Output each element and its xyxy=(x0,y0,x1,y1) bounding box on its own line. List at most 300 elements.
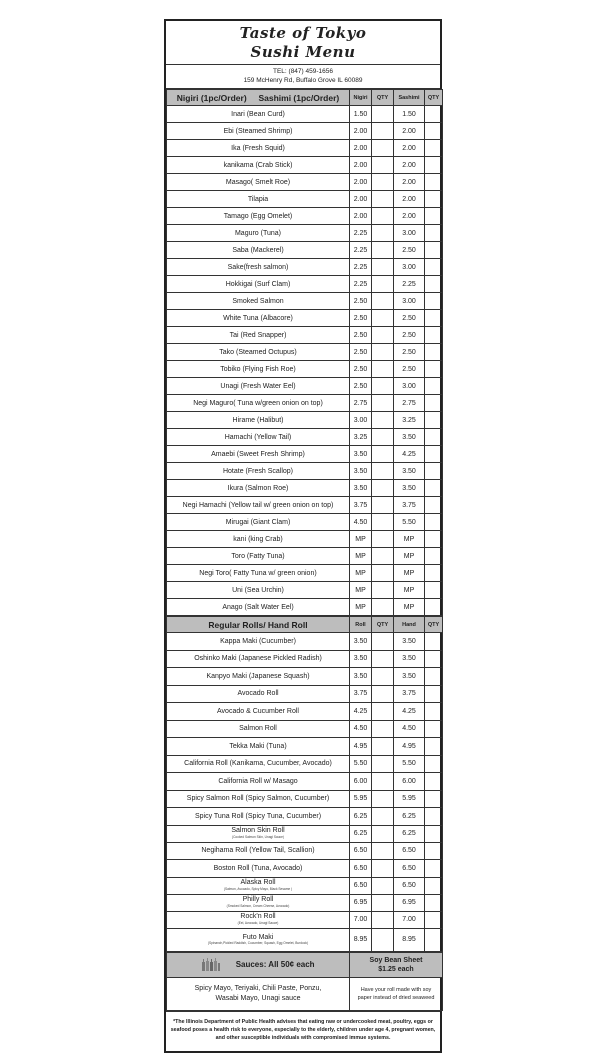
item-name: Saba (Mackerel) xyxy=(167,242,350,259)
hand-qty-cell[interactable] xyxy=(425,860,443,878)
roll-price: 6.50 xyxy=(350,877,372,894)
nigiri-body xyxy=(167,106,443,616)
sashimi-qty-cell[interactable] xyxy=(425,191,443,208)
hand-qty-cell[interactable] xyxy=(425,842,443,860)
col-header-qty: QTY xyxy=(425,617,443,633)
nigiri-qty-cell[interactable] xyxy=(372,531,394,548)
nigiri-price: 3.50 xyxy=(350,463,372,480)
item-name-cell xyxy=(167,808,350,826)
nigiri-qty-cell[interactable] xyxy=(372,446,394,463)
menu-title-block xyxy=(166,21,440,65)
item-name: Amaebi (Sweet Fresh Shrimp) xyxy=(167,446,350,463)
roll-qty-cell[interactable] xyxy=(372,894,394,911)
nigiri-row xyxy=(167,276,443,293)
hand-qty-cell[interactable] xyxy=(425,650,443,668)
roll-row xyxy=(167,633,443,651)
hand-qty-cell[interactable] xyxy=(425,668,443,686)
hand-price: 6.50 xyxy=(394,877,425,894)
nigiri-row xyxy=(167,293,443,310)
roll-row xyxy=(167,860,443,878)
nigiri-row xyxy=(167,208,443,225)
sashimi-qty-cell[interactable] xyxy=(425,276,443,293)
item-name: Tamago (Egg Omelet) xyxy=(167,208,350,225)
nigiri-price: 2.00 xyxy=(350,157,372,174)
nigiri-qty-cell[interactable] xyxy=(372,599,394,616)
roll-qty-cell[interactable] xyxy=(372,911,394,928)
roll-price: 5.95 xyxy=(350,790,372,808)
sashimi-qty-cell[interactable] xyxy=(425,446,443,463)
item-name-cell xyxy=(167,650,350,668)
item-name: Inari (Bean Curd) xyxy=(167,106,350,123)
extras-header-row xyxy=(167,952,443,977)
nigiri-qty-cell[interactable] xyxy=(372,208,394,225)
sashimi-price: 2.50 xyxy=(394,361,425,378)
nigiri-price: 2.50 xyxy=(350,293,372,310)
sashimi-price: 3.00 xyxy=(394,378,425,395)
roll-price: 6.50 xyxy=(350,842,372,860)
roll-price: 7.00 xyxy=(350,911,372,928)
nigiri-row xyxy=(167,531,443,548)
nigiri-qty-cell[interactable] xyxy=(372,293,394,310)
nigiri-title: Nigiri (1pc/Order) xyxy=(176,92,247,103)
roll-row xyxy=(167,808,443,826)
item-name: Negihama Roll (Yellow Tail, Scallion) xyxy=(201,847,315,855)
item-name-cell xyxy=(167,877,350,894)
roll-qty-cell[interactable] xyxy=(372,720,394,738)
nigiri-row xyxy=(167,327,443,344)
item-name: Tako (Steamed Octupus) xyxy=(167,344,350,361)
item-name: Ebi (Steamed Shrimp) xyxy=(167,123,350,140)
nigiri-row xyxy=(167,548,443,565)
hand-price: 6.50 xyxy=(394,860,425,878)
item-name: Hirame (Halibut) xyxy=(167,412,350,429)
nigiri-qty-cell[interactable] xyxy=(372,344,394,361)
col-header-roll: Roll xyxy=(350,617,372,633)
nigiri-price: 3.50 xyxy=(350,480,372,497)
nigiri-qty-cell[interactable] xyxy=(372,191,394,208)
hand-price: 6.50 xyxy=(394,842,425,860)
nigiri-price: 2.25 xyxy=(350,242,372,259)
sashimi-qty-cell[interactable] xyxy=(425,378,443,395)
roll-qty-cell[interactable] xyxy=(372,685,394,703)
sashimi-qty-cell[interactable] xyxy=(425,327,443,344)
sashimi-price: 2.50 xyxy=(394,327,425,344)
nigiri-qty-cell[interactable] xyxy=(372,514,394,531)
sauce-bottles-icon xyxy=(201,957,221,973)
hand-price: 3.75 xyxy=(394,685,425,703)
nigiri-row xyxy=(167,480,443,497)
sauces-list: Spicy Mayo, Teriyaki, Chili Paste, Ponzu, Wasabi Mayo, Unagi sauce xyxy=(167,977,350,1010)
hand-qty-cell[interactable] xyxy=(425,703,443,721)
roll-qty-cell[interactable] xyxy=(372,668,394,686)
nigiri-price: 2.00 xyxy=(350,191,372,208)
item-name: Alaska Roll xyxy=(240,879,276,886)
item-name: Avocado & Cucumber Roll xyxy=(217,707,299,715)
roll-row xyxy=(167,685,443,703)
nigiri-qty-cell[interactable] xyxy=(372,140,394,157)
nigiri-row xyxy=(167,582,443,599)
nigiri-price: 3.50 xyxy=(350,446,372,463)
nigiri-row xyxy=(167,123,443,140)
sashimi-price: 3.50 xyxy=(394,480,425,497)
sashimi-price: 3.00 xyxy=(394,293,425,310)
soy-sheet-title: Soy Bean Sheet xyxy=(369,956,423,964)
hand-qty-cell[interactable] xyxy=(425,928,443,951)
sashimi-price: 2.50 xyxy=(394,242,425,259)
nigiri-qty-cell[interactable] xyxy=(372,310,394,327)
item-name-cell xyxy=(167,790,350,808)
nigiri-price: 2.25 xyxy=(350,259,372,276)
sashimi-price: 5.50 xyxy=(394,514,425,531)
nigiri-price: 2.50 xyxy=(350,378,372,395)
item-name-cell xyxy=(167,860,350,878)
nigiri-price: 3.75 xyxy=(350,497,372,514)
sashimi-qty-cell[interactable] xyxy=(425,123,443,140)
col-header-sashimi: Sashimi xyxy=(394,90,425,106)
hand-price: 5.50 xyxy=(394,755,425,773)
roll-price: 6.00 xyxy=(350,773,372,791)
roll-qty-cell[interactable] xyxy=(372,860,394,878)
sashimi-qty-cell[interactable] xyxy=(425,225,443,242)
nigiri-qty-cell[interactable] xyxy=(372,259,394,276)
nigiri-qty-cell[interactable] xyxy=(372,548,394,565)
sauces-title: Sauces: All 50¢ each xyxy=(235,959,315,969)
sashimi-qty-cell[interactable] xyxy=(425,599,443,616)
nigiri-price: 2.00 xyxy=(350,123,372,140)
nigiri-qty-cell[interactable] xyxy=(372,276,394,293)
nigiri-row xyxy=(167,361,443,378)
sushi-menu-sheet xyxy=(164,19,442,1053)
sashimi-qty-cell[interactable] xyxy=(425,497,443,514)
item-name: Philly Roll xyxy=(242,896,274,903)
item-name-cell xyxy=(167,928,350,951)
nigiri-qty-cell[interactable] xyxy=(372,378,394,395)
roll-row xyxy=(167,894,443,911)
item-name: Mirugai (Giant Clam) xyxy=(167,514,350,531)
rolls-body xyxy=(167,633,443,952)
sashimi-title: Sashimi (1pc/Order) xyxy=(258,92,340,103)
nigiri-qty-cell[interactable] xyxy=(372,106,394,123)
health-disclaimer: *The Illinois Department of Public Health advises that eating raw or undercooked meat, poultry, eggs or seafood poses a health risk to everyone, especially to the elderly, children under age 4, pregnant women, and other susceptible individuals with compromised immue systems. xyxy=(166,1011,440,1051)
nigiri-row xyxy=(167,191,443,208)
item-name-cell xyxy=(167,720,350,738)
hand-qty-cell[interactable] xyxy=(425,877,443,894)
nigiri-qty-cell[interactable] xyxy=(372,497,394,514)
nigiri-qty-cell[interactable] xyxy=(372,225,394,242)
sashimi-price: 2.00 xyxy=(394,208,425,225)
nigiri-price: 2.50 xyxy=(350,310,372,327)
nigiri-qty-cell[interactable] xyxy=(372,582,394,599)
rolls-header-row xyxy=(167,617,443,633)
nigiri-qty-cell[interactable] xyxy=(372,395,394,412)
hand-qty-cell[interactable] xyxy=(425,808,443,826)
nigiri-row xyxy=(167,174,443,191)
roll-qty-cell[interactable] xyxy=(372,790,394,808)
hand-price: 3.50 xyxy=(394,633,425,651)
item-name: Tekka Maki (Tuna) xyxy=(229,742,287,750)
item-name: Oshinko Maki (Japanese Pickled Radish) xyxy=(194,655,322,663)
nigiri-header-row xyxy=(167,90,443,106)
item-name-cell xyxy=(167,633,350,651)
item-name: kani (king Crab) xyxy=(167,531,350,548)
nigiri-price: 2.00 xyxy=(350,208,372,225)
hand-qty-cell[interactable] xyxy=(425,720,443,738)
hand-qty-cell[interactable] xyxy=(425,894,443,911)
nigiri-row xyxy=(167,242,443,259)
menu-title: Sushi Menu xyxy=(250,43,356,61)
roll-row xyxy=(167,703,443,721)
sashimi-qty-cell[interactable] xyxy=(425,548,443,565)
sashimi-qty-cell[interactable] xyxy=(425,565,443,582)
nigiri-qty-cell[interactable] xyxy=(372,480,394,497)
roll-row xyxy=(167,911,443,928)
hand-qty-cell[interactable] xyxy=(425,738,443,756)
sashimi-qty-cell[interactable] xyxy=(425,293,443,310)
hand-qty-cell[interactable] xyxy=(425,773,443,791)
sashimi-price: 2.00 xyxy=(394,123,425,140)
sashimi-price: 2.00 xyxy=(394,191,425,208)
sashimi-price: 2.75 xyxy=(394,395,425,412)
item-name: Spicy Salmon Roll (Spicy Salmon, Cucumber) xyxy=(186,795,330,803)
sashimi-price: 3.75 xyxy=(394,497,425,514)
nigiri-qty-cell[interactable] xyxy=(372,429,394,446)
sashimi-price: 2.00 xyxy=(394,140,425,157)
sashimi-price: 3.00 xyxy=(394,225,425,242)
item-name-cell xyxy=(167,685,350,703)
phone-number: TEL: (847) 459-1656 xyxy=(273,68,333,75)
item-name-cell xyxy=(167,668,350,686)
nigiri-row xyxy=(167,514,443,531)
nigiri-qty-cell[interactable] xyxy=(372,242,394,259)
nigiri-row xyxy=(167,599,443,616)
item-name: Negi Hamachi (Yellow tail w/ green onion on top) xyxy=(167,497,350,514)
col-header-qty: QTY xyxy=(372,617,394,633)
nigiri-row xyxy=(167,378,443,395)
sashimi-qty-cell[interactable] xyxy=(425,531,443,548)
sashimi-qty-cell[interactable] xyxy=(425,174,443,191)
nigiri-row xyxy=(167,446,443,463)
rolls-section-title: Regular Rolls/ Hand Roll xyxy=(167,617,350,633)
item-name: Tobiko (Flying Fish Roe) xyxy=(167,361,350,378)
nigiri-row xyxy=(167,157,443,174)
nigiri-section-title xyxy=(167,90,350,106)
nigiri-qty-cell[interactable] xyxy=(372,463,394,480)
address: 159 McHenry Rd, Buffalo Grove IL 60089 xyxy=(243,77,363,84)
sashimi-price: 2.00 xyxy=(394,157,425,174)
roll-qty-cell[interactable] xyxy=(372,842,394,860)
nigiri-qty-cell[interactable] xyxy=(372,123,394,140)
nigiri-qty-cell[interactable] xyxy=(372,412,394,429)
sashimi-qty-cell[interactable] xyxy=(425,242,443,259)
hand-qty-cell[interactable] xyxy=(425,825,443,842)
sashimi-price: MP xyxy=(394,565,425,582)
roll-price: 6.25 xyxy=(350,825,372,842)
sashimi-price: MP xyxy=(394,531,425,548)
item-ingredients: (Salmon, Avocado, Spicy Mayo, Black Sesame ) xyxy=(223,887,293,891)
hand-qty-cell[interactable] xyxy=(425,633,443,651)
item-name: California Roll (Kanikama, Cucumber, Avocado) xyxy=(184,760,332,768)
sashimi-price: 2.25 xyxy=(394,276,425,293)
roll-price: 3.50 xyxy=(350,633,372,651)
hand-price: 3.50 xyxy=(394,668,425,686)
item-ingredients: (Smoked Salmon, Cream Cheese, Avocado) xyxy=(226,904,290,908)
item-name-cell xyxy=(167,755,350,773)
item-name: Maguro (Tuna) xyxy=(167,225,350,242)
sashimi-qty-cell[interactable] xyxy=(425,480,443,497)
col-header-qty: QTY xyxy=(372,90,394,106)
sashimi-price: 3.00 xyxy=(394,259,425,276)
item-name: California Roll w/ Masago xyxy=(218,777,298,785)
item-name: Avocado Roll xyxy=(237,690,279,698)
item-ingredients: (Cooked Salmon Skin, Unagi Sauce) xyxy=(232,835,284,839)
item-name: Rock'n Roll xyxy=(240,913,276,920)
nigiri-qty-cell[interactable] xyxy=(372,157,394,174)
nigiri-price: 2.00 xyxy=(350,140,372,157)
sashimi-price: MP xyxy=(394,548,425,565)
nigiri-row xyxy=(167,310,443,327)
roll-qty-cell[interactable] xyxy=(372,738,394,756)
roll-price: 3.75 xyxy=(350,685,372,703)
item-name: Salmon Skin Roll xyxy=(231,827,285,834)
sashimi-price: 4.25 xyxy=(394,446,425,463)
roll-price: 3.50 xyxy=(350,668,372,686)
item-name-cell xyxy=(167,738,350,756)
sashimi-price: 1.50 xyxy=(394,106,425,123)
item-name-cell xyxy=(167,894,350,911)
sashimi-qty-cell[interactable] xyxy=(425,514,443,531)
nigiri-price: 3.25 xyxy=(350,429,372,446)
item-name-cell xyxy=(167,773,350,791)
item-name-cell xyxy=(167,911,350,928)
item-name: Negi Toro( Fatty Tuna w/ green onion) xyxy=(167,565,350,582)
nigiri-qty-cell[interactable] xyxy=(372,361,394,378)
roll-qty-cell[interactable] xyxy=(372,773,394,791)
nigiri-qty-cell[interactable] xyxy=(372,327,394,344)
nigiri-price: 1.50 xyxy=(350,106,372,123)
hand-price: 6.25 xyxy=(394,825,425,842)
nigiri-price: 2.25 xyxy=(350,276,372,293)
nigiri-row xyxy=(167,412,443,429)
roll-qty-cell[interactable] xyxy=(372,825,394,842)
hand-price: 6.25 xyxy=(394,808,425,826)
hand-qty-cell[interactable] xyxy=(425,755,443,773)
item-name: Ikura (Salmon Roe) xyxy=(167,480,350,497)
item-name: Boston Roll (Tuna, Avocado) xyxy=(213,864,303,872)
nigiri-price: 3.00 xyxy=(350,412,372,429)
item-name: Ika (Fresh Squid) xyxy=(167,140,350,157)
nigiri-price: 2.50 xyxy=(350,344,372,361)
nigiri-row xyxy=(167,344,443,361)
nigiri-qty-cell[interactable] xyxy=(372,565,394,582)
item-name: Uni (Sea Urchin) xyxy=(167,582,350,599)
nigiri-price: MP xyxy=(350,582,372,599)
roll-price: 5.50 xyxy=(350,755,372,773)
col-header-nigiri: Nigiri xyxy=(350,90,372,106)
nigiri-price: 4.50 xyxy=(350,514,372,531)
roll-row xyxy=(167,773,443,791)
rolls-table xyxy=(166,616,443,952)
roll-price: 3.50 xyxy=(350,650,372,668)
roll-qty-cell[interactable] xyxy=(372,650,394,668)
nigiri-row xyxy=(167,429,443,446)
nigiri-row xyxy=(167,395,443,412)
item-ingredients: (Spinanch,Pickled Raddish, Cucumber, Squash, Egg Omelet, Burdock) xyxy=(207,940,309,945)
nigiri-price: MP xyxy=(350,565,372,582)
col-header-hand: Hand xyxy=(394,617,425,633)
sashimi-price: 2.50 xyxy=(394,344,425,361)
sashimi-qty-cell[interactable] xyxy=(425,106,443,123)
item-name: Smoked Salmon xyxy=(167,293,350,310)
roll-qty-cell[interactable] xyxy=(372,877,394,894)
nigiri-row xyxy=(167,106,443,123)
roll-qty-cell[interactable] xyxy=(372,808,394,826)
item-name: Unagi (Fresh Water Eel) xyxy=(167,378,350,395)
sashimi-price: MP xyxy=(394,582,425,599)
nigiri-row xyxy=(167,565,443,582)
roll-row xyxy=(167,928,443,951)
roll-row xyxy=(167,755,443,773)
contact-info xyxy=(166,65,440,89)
nigiri-price: 2.50 xyxy=(350,361,372,378)
hand-price: 7.00 xyxy=(394,911,425,928)
nigiri-row xyxy=(167,259,443,276)
hand-price: 4.95 xyxy=(394,738,425,756)
sashimi-qty-cell[interactable] xyxy=(425,429,443,446)
item-name: Toro (Fatty Tuna) xyxy=(167,548,350,565)
sashimi-qty-cell[interactable] xyxy=(425,582,443,599)
hand-qty-cell[interactable] xyxy=(425,790,443,808)
sashimi-qty-cell[interactable] xyxy=(425,395,443,412)
roll-qty-cell[interactable] xyxy=(372,928,394,951)
sashimi-price: 3.50 xyxy=(394,463,425,480)
item-name: Sake(fresh salmon) xyxy=(167,259,350,276)
hand-price: 8.95 xyxy=(394,928,425,951)
item-name: Hokkigai (Surf Clam) xyxy=(167,276,350,293)
sashimi-qty-cell[interactable] xyxy=(425,463,443,480)
item-name: Tilapia xyxy=(167,191,350,208)
nigiri-price: MP xyxy=(350,548,372,565)
sashimi-qty-cell[interactable] xyxy=(425,310,443,327)
sashimi-qty-cell[interactable] xyxy=(425,157,443,174)
roll-price: 8.95 xyxy=(350,928,372,951)
hand-price: 5.95 xyxy=(394,790,425,808)
roll-qty-cell[interactable] xyxy=(372,633,394,651)
item-name: Kappa Maki (Cucumber) xyxy=(220,637,296,645)
nigiri-qty-cell[interactable] xyxy=(372,174,394,191)
sashimi-qty-cell[interactable] xyxy=(425,140,443,157)
hand-price: 4.50 xyxy=(394,720,425,738)
hand-qty-cell[interactable] xyxy=(425,911,443,928)
roll-price: 6.25 xyxy=(350,808,372,826)
hand-qty-cell[interactable] xyxy=(425,685,443,703)
item-name: Salmon Roll xyxy=(239,725,277,733)
item-name: Masago( Smelt Roe) xyxy=(167,174,350,191)
item-name: Tai (Red Snapper) xyxy=(167,327,350,344)
sashimi-qty-cell[interactable] xyxy=(425,259,443,276)
item-name: White Tuna (Albacore) xyxy=(167,310,350,327)
sashimi-qty-cell[interactable] xyxy=(425,344,443,361)
sashimi-qty-cell[interactable] xyxy=(425,361,443,378)
sashimi-qty-cell[interactable] xyxy=(425,208,443,225)
roll-qty-cell[interactable] xyxy=(372,703,394,721)
sashimi-price: MP xyxy=(394,599,425,616)
extras-table xyxy=(166,952,443,1011)
restaurant-name: Taste of Tokyo xyxy=(239,24,367,42)
item-name: Negi Maguro( Tuna w/green onion on top) xyxy=(167,395,350,412)
sashimi-price: 3.25 xyxy=(394,412,425,429)
roll-qty-cell[interactable] xyxy=(372,755,394,773)
sashimi-qty-cell[interactable] xyxy=(425,412,443,429)
